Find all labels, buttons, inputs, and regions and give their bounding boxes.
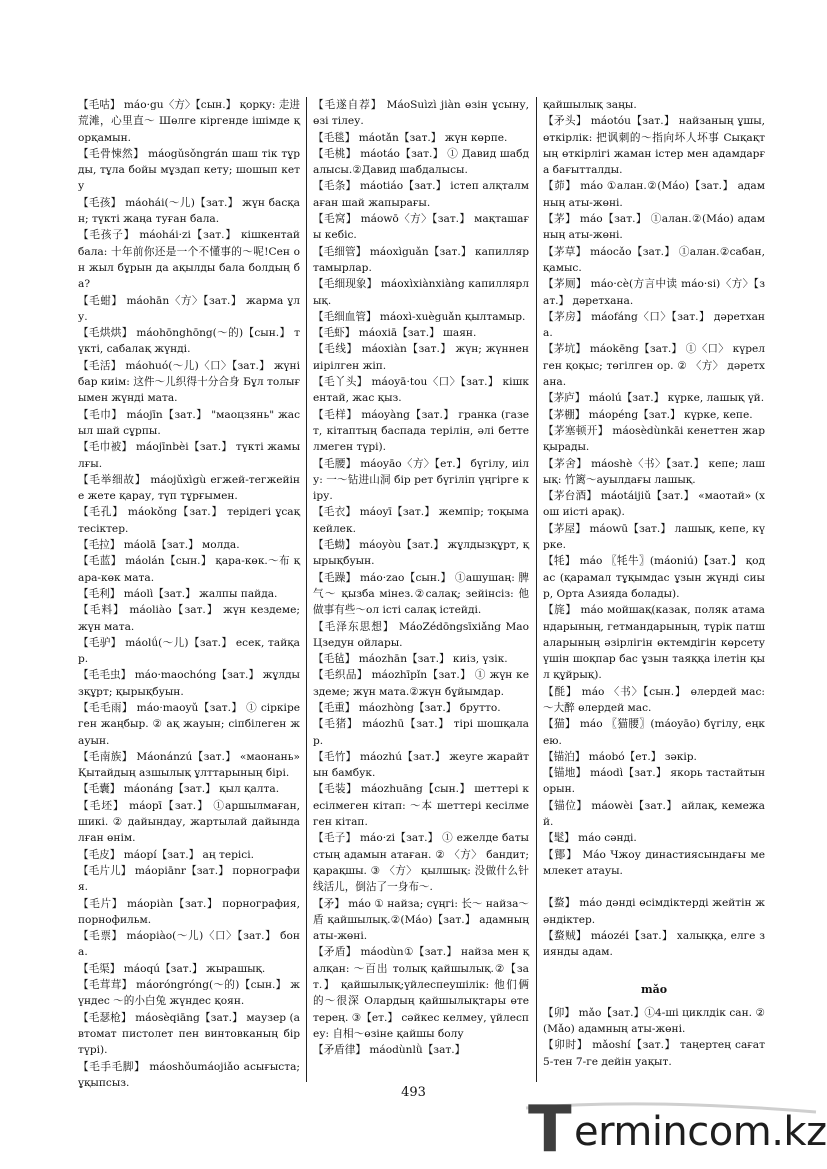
dictionary-entry: 【毛细管】 máoxìguǎn【зат.】 капилляр тамырлар. bbox=[313, 245, 529, 274]
entry-gap bbox=[543, 879, 765, 895]
dictionary-entry: 【毛囊】 máonáng【зат.】 қыл қалта. bbox=[78, 783, 280, 796]
dictionary-entry: 【茅厕】 máo·cè(方言中读 máo·si)〈方〉【зат.】 дәретхана. bbox=[543, 278, 765, 307]
dictionary-entry: 【毛瑟枪】 máosèqiāng【зат.】 маузер (автомат пистолет пен винтовканың бір түрі). bbox=[78, 1011, 300, 1057]
dictionary-entry: 【毛茸茸】 máoróngróng(～的)【сын.】 жүндес ～的小白兔 жүндес қоян. bbox=[78, 979, 300, 1008]
dictionary-entry: 【毛渠】 máoqú【зат.】 жырашық. bbox=[78, 962, 266, 975]
dictionary-entry: 【毛子】 máo·zi【зат.】 ① ежелде батыстың адамын атаған. ② 〈方〉 бандит; қарақшы. ③ 〈方〉 қылшық: 没做什么针线活儿，倒沾了一身布～. bbox=[313, 832, 529, 894]
dictionary-entry: 【毛巾】 máojīn【зат.】 "маоцзянь" жасыл шай сұрпы. bbox=[78, 408, 300, 437]
dictionary-entry: 【毛织品】 máozhīpǐn【зат.】 ① жүн кездеме; жүн мата.②жүн бұйымдар. bbox=[313, 669, 529, 698]
dictionary-entry: 【茅草】 máocǎo【зат.】 ①алан.②сабан, қамыс. bbox=[543, 245, 765, 274]
dictionary-entry: 【酕】 máo 〈书〉【сын.】 өлердей мас: ～大醉 өлердей мас. bbox=[543, 685, 765, 714]
dictionary-entry: 【毛桃】 máotáo【зат.】 ① Давид шабдалысы.②Давид шабдалысы. bbox=[313, 147, 529, 177]
dictionary-entry: 【茅坑】 máokēng【зат.】 ①〈口〉 күрелген қоқыс; төгілген ор. ② 〈方〉 дәретхана. bbox=[543, 343, 765, 389]
dictionary-entry: 【矛】 máo ① найза; сүңгі: 长～ найза～盾 қайшылық.②(Máo)【зат.】 адамның аты-жөні. bbox=[313, 897, 529, 943]
dictionary-entry: 【鄮】 Máo Чжоу династиясындағы мемлекет атауы. bbox=[543, 848, 765, 877]
dictionary-entry: 【蝥】 máo дәнді өсімдіктерді жейтін жәндіктер. bbox=[543, 897, 765, 926]
page-number: 493 bbox=[401, 1085, 426, 1100]
dictionary-entry: 【毛蚶】 máohān〈方〉【зат.】 жарма ұлу. bbox=[78, 294, 300, 323]
dictionary-entry: 【毛烘烘】 máohōnghōng(～的)【сын.】 түкті, сабалақ жүнді. bbox=[78, 327, 300, 356]
dictionary-entry: 【牦】 máo 〖牦牛〗(máoniú)【зат.】 қодас (қарамал тұқымдас ұзын жүнді сиыр, Орта Азияда болады). bbox=[543, 555, 765, 600]
dictionary-entry: 【毛孩】 máohái(～儿)【зат.】 жүн басқан; түкті жаңа туған бала. bbox=[78, 196, 300, 226]
dictionary-entry: 【毛票】 máopiào(～儿)〈口〉【зат.】 бона. bbox=[78, 930, 300, 959]
column-divider-right bbox=[536, 97, 537, 1082]
dictionary-entry: 【毛竹】 máozhú【зат.】 жеуге жарайтын бамбук. bbox=[313, 750, 529, 780]
dictionary-entry: 【毛条】 máotiáo【зат.】 істеп алқталмаған шай жапырағы. bbox=[313, 180, 529, 209]
entry-gap bbox=[543, 960, 765, 976]
termincom-logo bbox=[528, 1093, 827, 1167]
dictionary-entry: 【毛手毛脚】 máoshǒumáojiǎo асығыста; ұқыпсыз. bbox=[78, 1060, 300, 1089]
dictionary-entry: 【毛南族】 Máonánzú【зат.】 «маонань» Қытайдың азшылық ұлттарының бірі. bbox=[78, 750, 300, 780]
dictionary-entry: 【毛活】 máohuó(～儿)〈口〉【зат.】 жүні бар киім: 这件～儿织得十分合身 Бұл толығымен жүнді мата. bbox=[78, 359, 300, 405]
dictionary-entry: 【茅舍】 máoshè〈书〉【зат.】 кепе; лашық: 竹篱～ауылдағы лашық. bbox=[543, 457, 765, 486]
dictionary-entry: 【毛蓝】 máolán【сын.】 қара-көк.～布 қара-көк мата. bbox=[78, 555, 300, 584]
dictionary-entry: 【毛猪】 máozhū【зат.】 тірі шошқалар. bbox=[313, 718, 529, 747]
logo-text bbox=[574, 1108, 827, 1156]
dictionary-entry: 【毛孩子】 máohái·zi【зат.】 кішкентай бала: 十年前你还是一个不懂事的～呢!Сен он жыл бұрын да ақылды бала болдың ба? bbox=[78, 229, 300, 291]
dictionary-entry: 【蝥贼】 máozéi【зат.】 халыққа, елге зиянды адам. bbox=[543, 929, 765, 959]
dictionary-entry: 【毛样】 máoyàng【зат.】 гранка (газет, кітаптың баспада терілін, әлі беттелмеген түрі). bbox=[313, 408, 529, 454]
dictionary-entry: 【毛泽东思想】 MáoZédōngsīxiǎng Мао Цзедун ойлары. bbox=[313, 620, 529, 649]
dictionary-entry: 【毛毛雨】 máo·maoyǔ【зат.】 ① сіркіреген жаңбыр. ② ақ жауын; сіпбілеген жауын. bbox=[78, 701, 300, 747]
dictionary-entry: 【茅屋】 máowū【зат.】 лашық, кепе, күрке. bbox=[543, 522, 765, 552]
dictionary-entry: 【锚地】 máodì【зат.】 якорь тастайтын орын. bbox=[543, 767, 765, 796]
dictionary-entry: 【毛片儿】 máopiānr【зат.】 порнография. bbox=[78, 864, 300, 894]
dictionary-entry: 【毛毛虫】 máo·maochóng【зат.】 жұлдызқұрт; қырықбуын. bbox=[78, 669, 300, 698]
dictionary-entry: 【髦】 máo сәнді. bbox=[543, 832, 637, 845]
dictionary-entry: 【毛装】 máozhuāng【сын.】 шеттері кесілмеген кітап: ～本 шеттері кесілмеген кітап. bbox=[313, 783, 529, 829]
dictionary-entry: 【毛坯】 máopī【зат.】 ①аршылмаған, шикі. ② дайындау, жартылай дайындалған өнім. bbox=[78, 799, 300, 845]
dictionary-entry: 【毛遂自荐】 MáoSuìzì jiàn өзін ұсыну, өзі тілеу. bbox=[313, 99, 529, 128]
dictionary-entry: 【锚泊】 máobó【ет.】 зәкір. bbox=[543, 750, 697, 763]
dictionary-entry: 【毛躁】 máo·zao【сын.】 ①ашушаң: 脾气～ қызба мінез.②салақ; зейінсіз: 他做事有些～ол істі салақ істейді. bbox=[313, 571, 529, 617]
dictionary-entry: 【旄】 máo мойшақ(казак, поляк атамандарының, гетмандарының, түрік патшаларының әзірлігін өктемдігін көрсету үшін шоқпар бас ұзын таяққа ілетін қыл құйрық). bbox=[543, 604, 765, 682]
dictionary-entry: 【毛线】 máoxiàn【зат.】 жүн; жүннен иірілген жіп. bbox=[313, 343, 529, 372]
dictionary-entry: 【毛咕】 máo·gu〈方〉【сын.】 қорқу: 走进荒滩，心里直～ Шөлге кіргенде ішімде қорқамын. bbox=[78, 99, 300, 144]
dictionary-entry: 【猫】 máo 〖猫腰〗(máoyāo) бүгілу, еңкею. bbox=[543, 718, 765, 747]
dictionary-entry: 【卯】 mǎo【зат.】①4-ші циклдік сан. ②(Mǎo) адамның аты-жөні. bbox=[543, 1006, 765, 1036]
dictionary-entry: 【茅庐】 máolú【зат.】 күрке, лашық үй. bbox=[543, 392, 765, 405]
dictionary-entry: 【茅塞顿开】 máosèdùnkāi кенеттен жарқырады. bbox=[543, 424, 765, 454]
dictionary-entry: 【毛细血管】 máoxì-xuèguǎn қылтамыр. bbox=[313, 310, 526, 323]
dictionary-entry: 【毛衣】 máoyī【зат.】 жемпір; тоқыма кейлек. bbox=[313, 506, 529, 535]
dictionary-entry: 【毛丫头】 máoyā·tou〈口〉【зат.】 кішкентай, жас қыз. bbox=[313, 376, 529, 405]
dictionary-entry: 【毛毡】 máozhān【зат.】 киіз, үзік. bbox=[313, 653, 508, 666]
dictionary-entry: қайшылық заңы. bbox=[543, 99, 637, 111]
dictionary-entry: 【毛举细故】 máojǔxìgù егжей-тегжейіне жете қарау, түп тұрғымен. bbox=[78, 473, 300, 503]
dictionary-entry: 【茅棚】 máopéng【зат.】 күрке, кепе. bbox=[543, 408, 753, 421]
dictionary-entry: 【卯时】 mǎoshí【зат.】 таңертең сағат 5-тен 7-ге дейін уақыт. bbox=[543, 1039, 765, 1068]
dictionary-column-2 bbox=[313, 97, 529, 1059]
dictionary-entry: 【毛毯】 máotǎn【зат.】 жүн көрпе. bbox=[313, 131, 508, 144]
dictionary-entry: 【茅房】 máofáng〈口〉【зат.】 дәретхана. bbox=[543, 310, 765, 340]
dictionary-entry: 【毛骨悚然】 máogǔsǒngrán шаш тік тұрды, тұла бойы мұздап кету; шошып кету bbox=[78, 147, 300, 193]
dictionary-column-1 bbox=[78, 97, 300, 1091]
dictionary-entry: 【毛蚴】 máoyòu【зат.】 жұлдызқұрт, қырықбуын. bbox=[313, 539, 529, 568]
dictionary-entry: 【毛料】 máoliào【зат.】 жүн кездеме; жүн мата. bbox=[78, 604, 300, 633]
dictionary-entry: 【毛拉】 máolā【зат.】 молда. bbox=[78, 539, 240, 552]
dictionary-entry: 【毛虾】 máoxiā【зат.】 шаян. bbox=[313, 327, 477, 340]
dictionary-entry: 【毛驴】 máolǘ(～儿)【зат.】 есек, тайқар. bbox=[78, 636, 300, 666]
dictionary-entry: 【毛腰】 máoyāo〈方〉【ет.】 бүгілу, иілу: 一～钻进山洞 бір рет бүгіліп үңгірге кіру. bbox=[313, 457, 529, 503]
dictionary-entry: 【矛盾】 máodùn①【зат.】 найза мен қалқан: ～百出 толық қайшылық.②【зат.】 қайшылық;үйлеспеушілік: 他们俩的～很深 Олардың қайшылықтары өте терең. ③【ет.】 сәйкес келмеу, үйлеспеу: 自相～өзіне қайшы болу bbox=[313, 946, 529, 1040]
dictionary-entry: 【毛皮】 máopí【зат.】 аң терісі. bbox=[78, 848, 254, 861]
dictionary-entry: 【毛利】 máolì【зат.】 жалпы пайда. bbox=[78, 587, 278, 600]
dictionary-entry: 【锚位】 máowèi【зат.】 айлақ, кемежай. bbox=[543, 799, 765, 829]
dictionary-entry: 【毛片】 máopiàn【зат.】 порнография, порнофильм. bbox=[78, 897, 300, 926]
dictionary-entry: 【矛盾律】 máodùnlǜ【зат.】 bbox=[313, 1044, 466, 1057]
dictionary-entry: 【毛细现象】 máoxìxiànxiàng капиллярлық. bbox=[313, 278, 529, 307]
dictionary-entry: 【毛重】 máozhòng【зат.】 брутто. bbox=[313, 701, 501, 714]
dictionary-entry: 【毛巾被】 máojīnbèi【зат.】 түкті жамылғы. bbox=[78, 441, 300, 470]
dictionary-entry: 【毛窝】 máowō〈方〉【зат.】 мақташағы кебіс. bbox=[313, 213, 529, 242]
logo-text-body: ermincom.kz bbox=[574, 1109, 827, 1155]
dictionary-entry: 【茅】 máo【зат.】 ①алан.②(Máo) адамның аты-жөні. bbox=[543, 213, 765, 242]
column-divider-left bbox=[306, 97, 307, 1082]
logo-t-icon: T bbox=[528, 1093, 572, 1167]
dictionary-entry: 【茅台酒】 máotáijiǔ【зат.】 «маотай» (хош иісті арақ). bbox=[543, 490, 765, 519]
dictionary-entry: 【矛头】 máotóu【зат.】 найзаның ұшы, өткірлік: 把讽刺的～指向坏人坏事 Сықақтың өткірлігі жаман істер мен адамдарға бағытталды. bbox=[543, 115, 765, 177]
dictionary-entry: 【毛孔】 máokǒng【зат.】 терідегі ұсақ тесіктер. bbox=[78, 506, 300, 535]
section-heading: mǎo bbox=[640, 983, 668, 997]
dictionary-column-3 bbox=[543, 97, 765, 1070]
dictionary-entry: 【茆】 máo ①алан.②(Máo)【зат.】 адамның аты-жөні. bbox=[543, 180, 765, 209]
